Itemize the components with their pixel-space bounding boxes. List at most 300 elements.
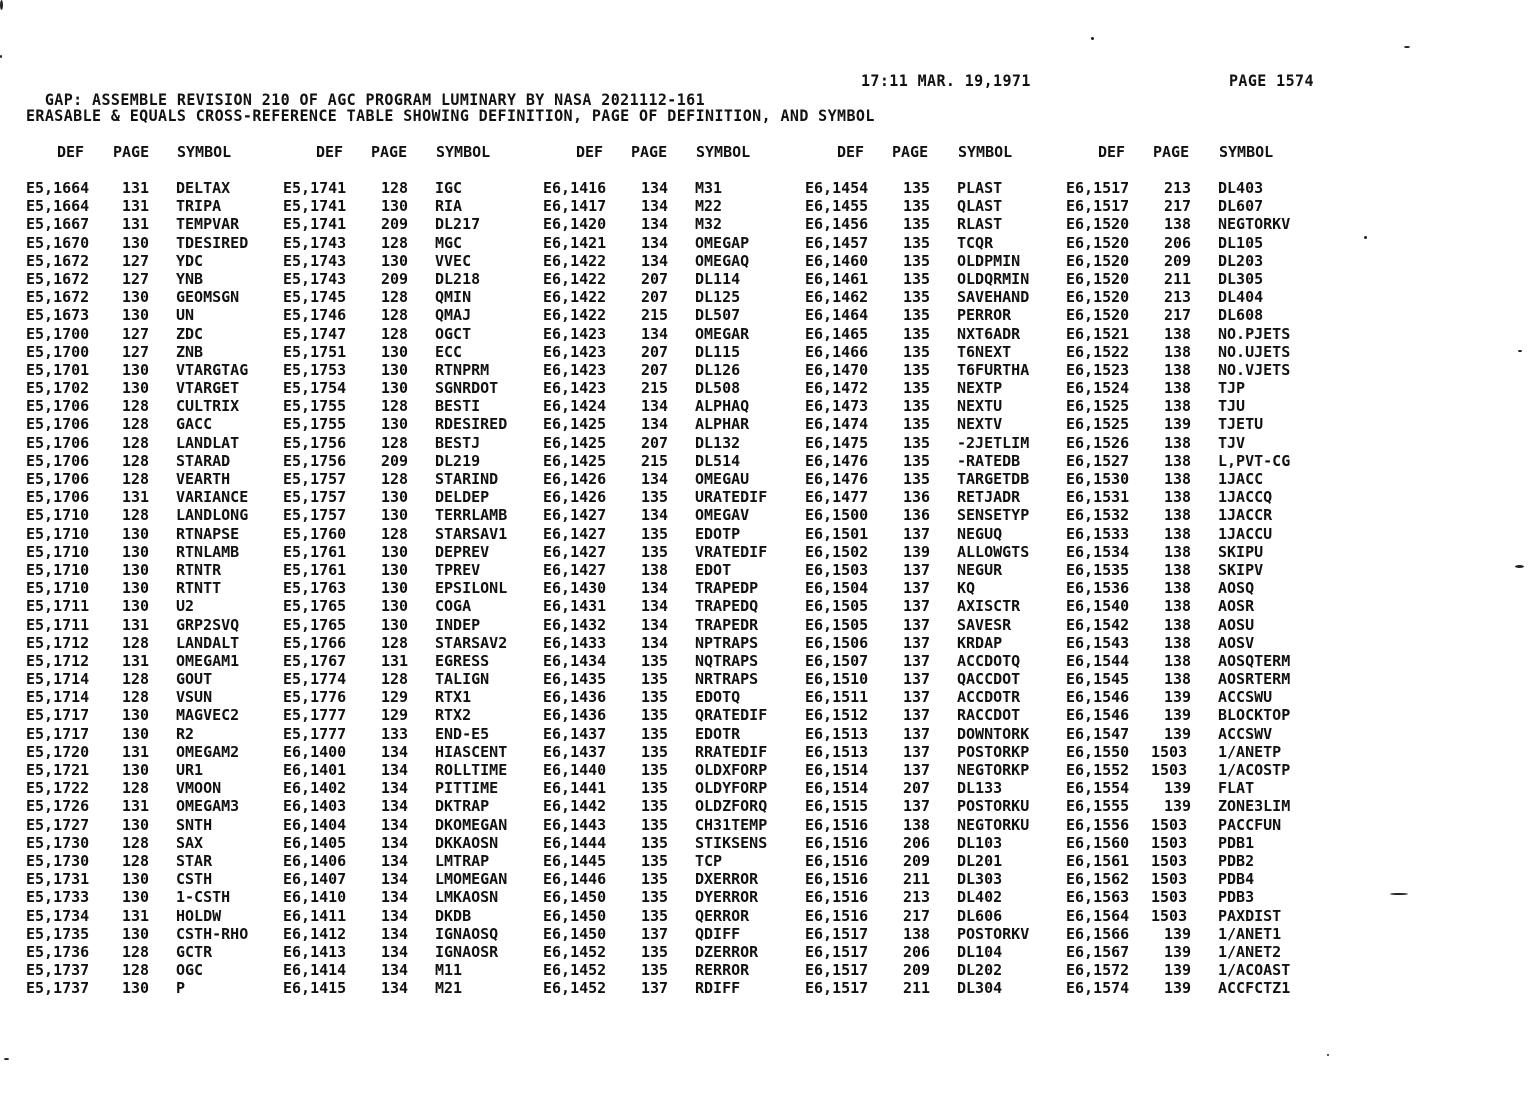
cell-def: E5,1712	[26, 633, 90, 652]
cell-def: E6,1527	[1066, 451, 1130, 470]
cell-def: E5,1743	[283, 233, 347, 252]
cell-symbol: DL219	[435, 451, 481, 470]
cell-page: 1503	[1151, 815, 1188, 834]
cell-def: E6,1402	[283, 779, 347, 798]
cell-page: 138	[1164, 506, 1192, 525]
cell-page: 134	[381, 942, 409, 961]
cell-page: 135	[903, 379, 931, 398]
cell-page: 135	[641, 706, 669, 725]
cell-def: E6,1535	[1066, 560, 1130, 579]
cell-symbol: ACCSWU	[1218, 688, 1273, 707]
cell-symbol: DEPREV	[435, 542, 490, 561]
cell-page: 135	[903, 306, 931, 325]
cell-page: 209	[381, 451, 409, 470]
cell-def: E5,1730	[26, 833, 90, 852]
cell-symbol: SAVEHAND	[957, 288, 1030, 307]
cell-symbol: TARGETDB	[957, 470, 1030, 488]
cell-symbol: OMEGAV	[695, 506, 750, 525]
cell-symbol: M22	[695, 197, 723, 216]
cell-def: E6,1403	[283, 797, 347, 816]
cell-def: E5,1760	[283, 524, 347, 543]
cell-page: 134	[381, 906, 409, 925]
cell-def: E6,1423	[543, 360, 607, 379]
cell-page: 206	[1164, 233, 1192, 252]
cell-symbol: DL305	[1218, 269, 1264, 288]
cell-symbol: DYERROR	[695, 888, 759, 907]
cell-def: E6,1506	[805, 633, 869, 652]
cell-page: 130	[122, 288, 150, 307]
cell-symbol: DL606	[957, 906, 1003, 925]
cell-def: E6,1550	[1066, 742, 1130, 761]
cell-def: E6,1540	[1066, 597, 1130, 616]
cell-def: E6,1455	[805, 197, 869, 216]
cell-def: E6,1444	[543, 833, 607, 852]
cell-def: E6,1477	[805, 488, 869, 507]
cell-def: E6,1421	[543, 233, 607, 252]
cell-def: E5,1712	[26, 651, 90, 670]
cell-def: E5,1757	[283, 470, 347, 488]
cell-def: E5,1745	[283, 288, 347, 307]
cell-symbol: NEXTV	[957, 415, 1003, 434]
cell-def: E6,1511	[805, 688, 869, 707]
table-row	[0, 907, 1530, 925]
cell-def: E5,1743	[283, 269, 347, 288]
cell-symbol: LMOMEGAN	[435, 870, 508, 889]
cell-symbol: DL201	[957, 851, 1003, 870]
cell-def: E6,1546	[1066, 706, 1130, 725]
cell-def: E6,1502	[805, 542, 869, 561]
cell-def: E6,1450	[543, 888, 607, 907]
cell-def: E6,1517	[805, 961, 869, 980]
cell-page: 1503	[1151, 851, 1188, 870]
cell-def: E5,1711	[26, 615, 90, 634]
cell-page: 138	[903, 924, 931, 943]
cell-page: 209	[381, 215, 409, 234]
table-row	[0, 361, 1530, 379]
cell-def: E6,1431	[543, 597, 607, 616]
cell-def: E6,1544	[1066, 651, 1130, 670]
table-row	[0, 470, 1530, 488]
table-row	[0, 834, 1530, 852]
cell-page: 1503	[1151, 761, 1188, 779]
cell-def: E6,1406	[283, 851, 347, 870]
cell-page: 134	[381, 924, 409, 943]
cell-symbol: LANDLAT	[176, 433, 240, 452]
cell-def: E5,1706	[26, 470, 90, 488]
column-header-page: PAGE	[113, 143, 150, 161]
cell-symbol: RTNTT	[176, 579, 222, 598]
scan-artifact	[1515, 565, 1524, 568]
cell-page: 135	[641, 761, 669, 779]
cell-def: E6,1425	[543, 433, 607, 452]
cell-symbol: LANDALT	[176, 633, 240, 652]
cell-def: E6,1525	[1066, 397, 1130, 416]
cell-page: 137	[903, 761, 931, 779]
cell-page: 135	[903, 251, 931, 270]
cell-def: E6,1574	[1066, 979, 1130, 998]
cell-def: E6,1542	[1066, 615, 1130, 634]
cell-symbol: DL514	[695, 451, 741, 470]
cell-def: E6,1516	[805, 815, 869, 834]
cell-symbol: OLDYFORP	[695, 779, 768, 798]
cell-page: 135	[903, 360, 931, 379]
cell-symbol: T6NEXT	[957, 342, 1012, 361]
cell-symbol: KQ	[957, 579, 976, 598]
cell-symbol: RRATEDIF	[695, 742, 768, 761]
cell-symbol: IGNAOSQ	[435, 924, 499, 943]
cell-symbol: VMOON	[176, 779, 222, 798]
cell-def: E6,1434	[543, 651, 607, 670]
cell-symbol: 1JACCR	[1218, 506, 1273, 525]
cell-page: 138	[1164, 597, 1192, 616]
cell-def: E6,1520	[1066, 269, 1130, 288]
table-row	[0, 925, 1530, 943]
cell-def: E5,1700	[26, 324, 90, 343]
cell-symbol: RTNTR	[176, 560, 222, 579]
cell-symbol: 1/ANET1	[1218, 924, 1282, 943]
cell-page: 139	[1164, 706, 1192, 725]
cell-symbol: SAX	[176, 833, 204, 852]
table-row	[0, 234, 1530, 252]
cell-symbol: 1/ANETP	[1218, 742, 1282, 761]
cell-def: E6,1520	[1066, 288, 1130, 307]
cell-page: 211	[903, 870, 931, 889]
cell-symbol: YDC	[176, 251, 204, 270]
cell-def: E6,1452	[543, 961, 607, 980]
cell-def: E6,1420	[543, 215, 607, 234]
cell-def: E6,1554	[1066, 779, 1130, 798]
cell-def: E6,1504	[805, 579, 869, 598]
cell-page: 135	[641, 797, 669, 816]
cell-def: E5,1763	[283, 579, 347, 598]
cell-def: E5,1757	[283, 488, 347, 507]
cell-symbol: PLAST	[957, 179, 1003, 197]
cell-symbol: HOLDW	[176, 906, 222, 925]
cell-page: 209	[381, 269, 409, 288]
cell-page: 138	[1164, 560, 1192, 579]
cell-symbol: DXERROR	[695, 870, 759, 889]
cell-symbol: SGNRDOT	[435, 379, 499, 398]
cell-page: 128	[122, 670, 150, 689]
cell-page: 135	[641, 742, 669, 761]
cell-symbol: DL103	[957, 833, 1003, 852]
cell-symbol: RDESIRED	[435, 415, 508, 434]
cell-page: 138	[1164, 524, 1192, 543]
cell-symbol: ALPHAR	[695, 415, 750, 434]
table-row	[0, 506, 1530, 524]
cell-symbol: STARSAV1	[435, 524, 508, 543]
cell-symbol: STARAD	[176, 451, 231, 470]
cell-page: 128	[122, 470, 150, 488]
cell-page: 209	[1164, 251, 1192, 270]
cell-def: E5,1702	[26, 379, 90, 398]
cell-symbol: YNB	[176, 269, 204, 288]
cell-def: E6,1413	[283, 942, 347, 961]
cell-page: 128	[122, 779, 150, 798]
cell-def: E6,1437	[543, 724, 607, 743]
column-header-page: PAGE	[1153, 143, 1190, 161]
cell-def: E6,1513	[805, 742, 869, 761]
cell-symbol: LMKAOSN	[435, 888, 499, 907]
cell-symbol: NQTRAPS	[695, 651, 759, 670]
cell-def: E6,1460	[805, 251, 869, 270]
cell-def: E6,1561	[1066, 851, 1130, 870]
cell-symbol: KRDAP	[957, 633, 1003, 652]
cell-def: E6,1465	[805, 324, 869, 343]
cell-def: E6,1400	[283, 742, 347, 761]
cell-page: 134	[641, 415, 669, 434]
cell-page: 130	[381, 488, 409, 507]
cell-page: 130	[122, 233, 150, 252]
cell-def: E6,1441	[543, 779, 607, 798]
cell-symbol: 1JACC	[1218, 470, 1264, 488]
cell-page: 135	[641, 779, 669, 798]
column-header-def: DEF	[57, 143, 85, 161]
cell-page: 1503	[1151, 833, 1188, 852]
cell-symbol: ACCSWV	[1218, 724, 1273, 743]
cell-symbol: AOSRTERM	[1218, 670, 1291, 689]
cell-symbol: NXT6ADR	[957, 324, 1021, 343]
cell-def: E6,1474	[805, 415, 869, 434]
cell-page: 128	[381, 324, 409, 343]
cell-def: E6,1560	[1066, 833, 1130, 852]
cell-page: 135	[903, 215, 931, 234]
cell-def: E6,1503	[805, 560, 869, 579]
cell-def: E5,1672	[26, 269, 90, 288]
column-header-def: DEF	[576, 143, 604, 161]
cell-symbol: PAXDIST	[1218, 906, 1282, 925]
cell-page: 135	[903, 269, 931, 288]
cell-def: E6,1454	[805, 179, 869, 197]
cell-symbol: TJU	[1218, 397, 1246, 416]
cell-page: 130	[122, 888, 150, 907]
cell-page: 127	[122, 342, 150, 361]
column-header-page: PAGE	[371, 143, 408, 161]
cell-page: 130	[381, 560, 409, 579]
cell-page: 130	[381, 597, 409, 616]
cell-def: E6,1412	[283, 924, 347, 943]
cell-def: E6,1545	[1066, 670, 1130, 689]
cell-page: 128	[122, 506, 150, 525]
cell-page: 134	[381, 797, 409, 816]
table-row	[0, 634, 1530, 652]
cell-page: 213	[903, 888, 931, 907]
cell-page: 130	[381, 251, 409, 270]
cell-page: 131	[122, 179, 150, 197]
cell-symbol: T6FURTHA	[957, 360, 1030, 379]
cell-def: E6,1516	[805, 888, 869, 907]
cell-symbol: TERRLAMB	[435, 506, 508, 525]
cell-page: 130	[122, 524, 150, 543]
cell-page: 139	[1164, 724, 1192, 743]
header-title: GAP: ASSEMBLE REVISION 210 OF AGC PROGRAM LUMINARY BY NASA 2021112-161	[44, 90, 706, 110]
cell-def: E5,1756	[283, 433, 347, 452]
cell-def: E6,1516	[805, 851, 869, 870]
cell-symbol: PACCFUN	[1218, 815, 1282, 834]
cell-symbol: PDB3	[1218, 888, 1255, 907]
cell-symbol: DL126	[695, 360, 741, 379]
cell-page: 134	[641, 470, 669, 488]
cell-symbol: UN	[176, 306, 195, 325]
cell-page: 135	[903, 197, 931, 216]
cell-def: E5,1747	[283, 324, 347, 343]
cell-def: E5,1754	[283, 379, 347, 398]
cell-def: E5,1700	[26, 342, 90, 361]
table-row	[0, 706, 1530, 724]
cell-symbol: NPTRAPS	[695, 633, 759, 652]
cell-def: E6,1423	[543, 379, 607, 398]
table-row	[0, 179, 1530, 197]
cell-symbol: TALIGN	[435, 670, 490, 689]
cell-def: E6,1401	[283, 761, 347, 779]
cell-def: E5,1722	[26, 779, 90, 798]
cell-page: 137	[641, 924, 669, 943]
table-row	[0, 670, 1530, 688]
cell-page: 130	[381, 197, 409, 216]
cell-symbol: QRATEDIF	[695, 706, 768, 725]
cell-def: E5,1731	[26, 870, 90, 889]
cell-page: 135	[903, 415, 931, 434]
cell-symbol: QMIN	[435, 288, 472, 307]
cell-def: E6,1532	[1066, 506, 1130, 525]
cell-def: E5,1710	[26, 560, 90, 579]
cell-page: 217	[1164, 306, 1192, 325]
cell-symbol: DL507	[695, 306, 741, 325]
column-header-symbol: SYMBOL	[436, 143, 491, 161]
cell-page: 139	[1164, 797, 1192, 816]
cell-page: 135	[641, 670, 669, 689]
cell-symbol: ROLLTIME	[435, 761, 508, 779]
cell-page: 129	[381, 706, 409, 725]
cell-symbol: ZDC	[176, 324, 204, 343]
cell-symbol: ALPHAQ	[695, 397, 750, 416]
cell-symbol: R2	[176, 724, 195, 743]
cell-symbol: M32	[695, 215, 723, 234]
cell-def: E5,1710	[26, 506, 90, 525]
cell-page: 130	[122, 724, 150, 743]
cell-symbol: CSTH-RHO	[176, 924, 249, 943]
cell-def: E5,1717	[26, 724, 90, 743]
cell-symbol: -RATEDB	[957, 451, 1021, 470]
cell-page: 135	[641, 888, 669, 907]
cell-def: E6,1516	[805, 833, 869, 852]
cell-page: 137	[903, 579, 931, 598]
cell-symbol: PDB1	[1218, 833, 1255, 852]
cell-page: 135	[641, 688, 669, 707]
cell-def: E6,1452	[543, 942, 607, 961]
table-row	[0, 688, 1530, 706]
cell-page: 130	[122, 706, 150, 725]
cell-page: 134	[381, 870, 409, 889]
cell-def: E6,1515	[805, 797, 869, 816]
cell-page: 139	[1164, 779, 1192, 798]
cell-def: E6,1476	[805, 451, 869, 470]
cell-symbol: ZNB	[176, 342, 204, 361]
cell-def: E5,1714	[26, 688, 90, 707]
cell-def: E6,1435	[543, 670, 607, 689]
cell-symbol: HIASCENT	[435, 742, 508, 761]
cell-page: 135	[903, 233, 931, 252]
table-row	[0, 816, 1530, 834]
cell-page: 135	[641, 851, 669, 870]
cell-page: 138	[1164, 324, 1192, 343]
cell-def: E5,1737	[26, 979, 90, 998]
cell-symbol: OGC	[176, 961, 204, 980]
cell-symbol: VEARTH	[176, 470, 231, 488]
cell-def: E6,1405	[283, 833, 347, 852]
cell-page: 138	[1164, 670, 1192, 689]
cell-def: E6,1445	[543, 851, 607, 870]
cell-symbol: P	[176, 979, 186, 998]
cell-symbol: TRAPEDP	[695, 579, 759, 598]
cell-def: E5,1727	[26, 815, 90, 834]
cell-page: 1503	[1151, 888, 1188, 907]
cell-symbol: SKIPU	[1218, 542, 1264, 561]
cell-def: E6,1425	[543, 451, 607, 470]
cell-page: 135	[641, 906, 669, 925]
cell-symbol: RTNLAMB	[176, 542, 240, 561]
scan-artifact	[4, 1058, 9, 1060]
cell-page: 133	[381, 724, 409, 743]
cell-def: E5,1664	[26, 197, 90, 216]
cell-symbol: PITTIME	[435, 779, 499, 798]
cell-symbol: VTARGET	[176, 379, 240, 398]
cell-page: 135	[641, 542, 669, 561]
cell-def: E5,1766	[283, 633, 347, 652]
cell-def: E6,1416	[543, 179, 607, 197]
cell-page: 128	[381, 179, 409, 197]
cell-def: E5,1706	[26, 451, 90, 470]
cell-page: 128	[122, 451, 150, 470]
cell-page: 139	[1164, 961, 1192, 980]
cell-def: E6,1422	[543, 288, 607, 307]
cell-symbol: OMEGAM1	[176, 651, 240, 670]
cell-def: E5,1726	[26, 797, 90, 816]
cell-symbol: AOSQ	[1218, 579, 1255, 598]
cell-symbol: CULTRIX	[176, 397, 240, 416]
cell-symbol: M31	[695, 179, 723, 197]
cell-def: E5,1701	[26, 360, 90, 379]
cell-symbol: NO.VJETS	[1218, 360, 1291, 379]
cell-def: E5,1755	[283, 415, 347, 434]
cell-page: 138	[1164, 470, 1192, 488]
cell-def: E6,1425	[543, 415, 607, 434]
cell-def: E5,1777	[283, 706, 347, 725]
cell-def: E6,1443	[543, 815, 607, 834]
cell-page: 128	[122, 833, 150, 852]
cell-page: 138	[1164, 379, 1192, 398]
cell-page: 135	[903, 451, 931, 470]
cell-def: E6,1512	[805, 706, 869, 725]
cell-def: E6,1505	[805, 615, 869, 634]
cell-symbol: M21	[435, 979, 463, 998]
cell-def: E5,1765	[283, 615, 347, 634]
table-row	[0, 797, 1530, 815]
cell-symbol: AOSV	[1218, 633, 1255, 652]
cell-page: 131	[122, 797, 150, 816]
cell-symbol: DKTRAP	[435, 797, 490, 816]
cell-page: 207	[641, 269, 669, 288]
cell-def: E6,1516	[805, 870, 869, 889]
cell-def: E6,1472	[805, 379, 869, 398]
cell-symbol: DL217	[435, 215, 481, 234]
cell-def: E6,1427	[543, 506, 607, 525]
scan-artifact	[0, 0, 3, 10]
cell-def: E5,1717	[26, 706, 90, 725]
cell-page: 130	[122, 542, 150, 561]
cell-page: 135	[641, 651, 669, 670]
cell-symbol: RTX2	[435, 706, 472, 725]
